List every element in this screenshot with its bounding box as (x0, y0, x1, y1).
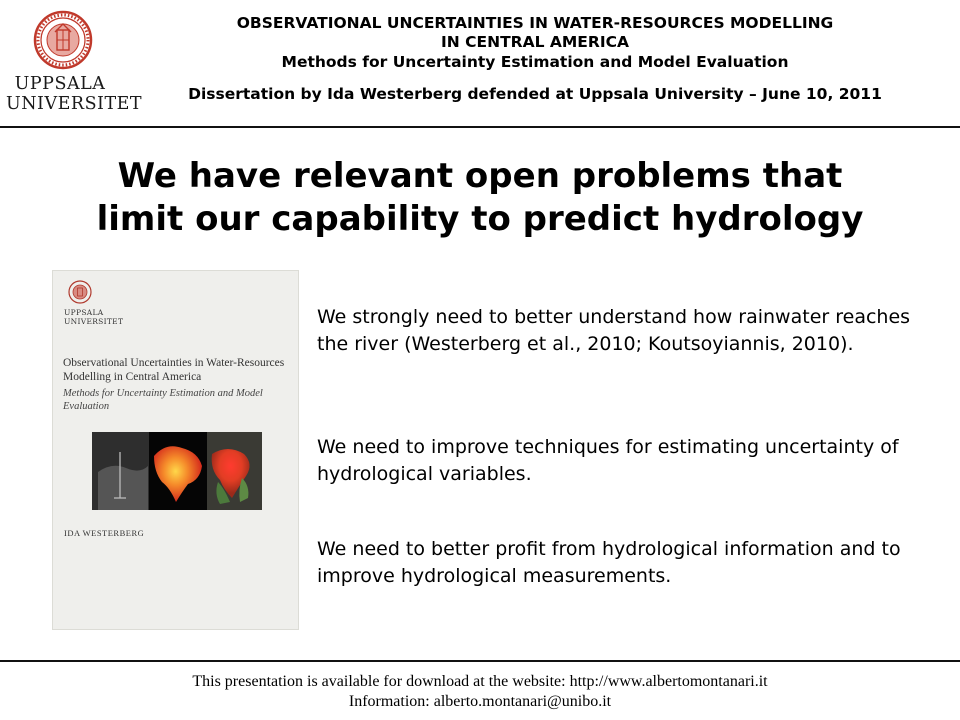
uppsala-logo (6, 8, 143, 120)
cover-title: Observational Uncertainties in Water-Resources Modelling in Central America (63, 357, 285, 383)
slide-footer (0, 672, 960, 712)
bullet-item: We need to better profit from hydrological information and to improve hydrological measurements. (317, 538, 901, 587)
cover-univ-line-1: UPPSALA (64, 308, 104, 317)
dissertation-cover-image (52, 270, 299, 630)
footer-line-2: Information: alberto.montanari@unibo.it (348, 693, 612, 710)
bullet-item: We strongly need to better understand how rainwater reaches the river (Westerberg et al., 2010; Koutsoyiannis, 2010). (317, 306, 911, 355)
cover-subtitle: Methods for Uncertainty Estimation and Model Evaluation (63, 388, 263, 412)
logo-line-1: UPPSALA (14, 74, 106, 94)
cover-university (64, 308, 123, 326)
header-line-3: Methods for Uncertainty Estimation and Model Evaluation (281, 53, 789, 71)
header-line-1: OBSERVATIONAL UNCERTAINTIES IN WATER-RESOURCES MODELLING (236, 14, 834, 32)
cover-author: IDA WESTERBERG (64, 528, 145, 538)
university-seal-icon (33, 10, 93, 70)
slide-header (130, 14, 940, 104)
bullet-item: We need to improve techniques for estimating uncertainty of hydrological variables. (317, 436, 899, 485)
cover-univ-line-2: UNIVERSITET (64, 317, 124, 326)
logo-line-2: UNIVERSITET (6, 94, 143, 114)
cover-seal-icon (68, 280, 92, 304)
footer-divider (0, 660, 960, 662)
cover-map-illustration (92, 432, 262, 510)
slide-title (0, 155, 960, 241)
header-line-4: Dissertation by Ida Westerberg defended at Uppsala University – June 10, 2011 (188, 85, 882, 103)
header-line-2: IN CENTRAL AMERICA (441, 33, 629, 51)
header-divider (0, 126, 960, 128)
title-line-1: We have relevant open problems that (117, 156, 843, 196)
title-line-2: limit our capability to predict hydrology (96, 199, 864, 239)
footer-line-1: This presentation is available for download at the website: http://www.albertomontanari.it (192, 673, 768, 690)
